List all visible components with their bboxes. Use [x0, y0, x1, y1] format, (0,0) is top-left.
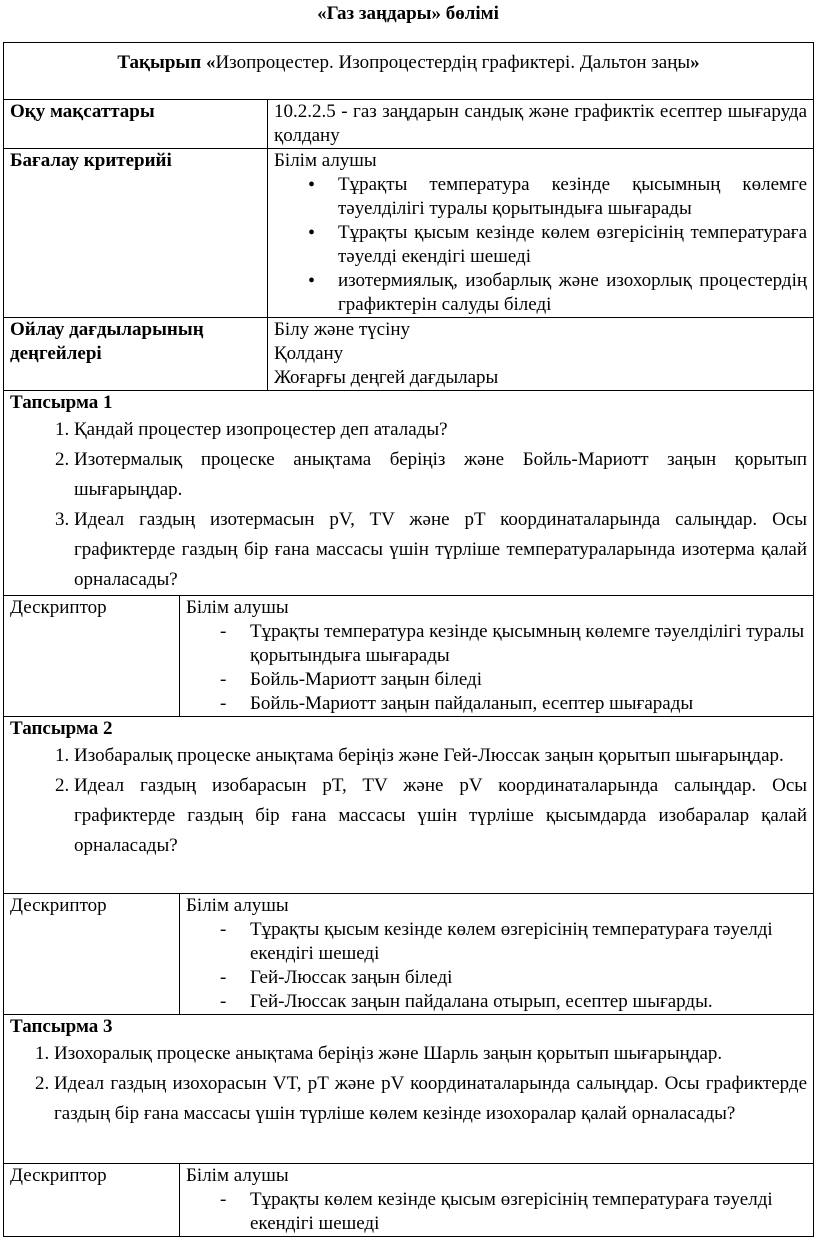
descriptor-item: - Тұрақты қысым кезінде көлем өзгерісінің температураға тәуелді екендігі шешеді — [250, 918, 807, 966]
descriptor-item: - Бойль-Мариотт заңын пайдаланып, есептер шығарады — [250, 692, 807, 716]
descriptor-cell — [180, 894, 814, 1015]
descriptor-item: - Гей-Люссак заңын пайдалана отырып, есептер шығарды. — [250, 990, 807, 1014]
thinking-level: Білу және түсіну — [274, 319, 411, 340]
descriptor-list — [186, 918, 807, 1014]
task-item: 2. Идеал газдың изобарасын pT, TV және pV координаталарында салыңдар. Осы графиктерде газдың бір ғана массасы үшін түрліше қысымдарда изобаралар қалай орналасады? — [74, 771, 807, 861]
criteria-intro: Білім алушы — [274, 150, 377, 171]
descriptor-item: - Гей-Люссак заңын біледі — [250, 966, 807, 990]
task-item: 1. Изобаралық процеске анықтама беріңіз және Гей-Люссак заңын қорытып шығарыңдар. — [74, 741, 807, 771]
descriptor-label: Дескриптор — [4, 596, 180, 717]
descriptor-row — [4, 894, 814, 1015]
descriptor-cell — [180, 596, 814, 717]
descriptor-item: - Тұрақты температура кезінде қысымның көлемге тәуелділігі туралы қорытындыға шығарады — [250, 620, 807, 668]
task-title: Тапсырма 1 — [10, 392, 113, 413]
thinking-level: Қолдану — [274, 343, 344, 364]
descriptor-intro: Білім алушы — [186, 895, 289, 916]
task-item: 2. Изотермалық процеске анықтама беріңіз және Бойль-Мариотт заңын қорытып шығарыңдар. — [74, 445, 807, 505]
thinking-level: Жоғарғы деңгей дағдылары — [274, 367, 499, 388]
thinking-label: Ойлау дағдыларының деңгейлері — [4, 318, 268, 391]
task-item: 1. Изохоралық процеске анықтама беріңіз және Шарль заңын қорытып шығарыңдар. — [54, 1039, 807, 1069]
topic-suffix: » — [690, 52, 700, 73]
descriptor-row — [4, 596, 814, 717]
descriptor-list — [186, 620, 807, 716]
task-cell — [4, 1015, 814, 1164]
thinking-cell — [268, 318, 814, 391]
topic-prefix: Тақырып « — [117, 52, 216, 73]
topic-text: Изопроцестер. Изопроцестердің графиктері. Дальтон заңы — [215, 52, 691, 73]
task-list — [10, 1039, 807, 1129]
task-item: 2. Идеал газдың изохорасын VT, pT және pV координаталарында салыңдар. Осы графиктерде газдың бір ғана массасы үшін түрліше көлем кезінде изохоралар қалай орналасады? — [54, 1069, 807, 1129]
descriptor-cell — [180, 1164, 814, 1237]
task-cell — [4, 717, 814, 894]
lesson-table — [3, 42, 814, 1237]
topic-row — [4, 43, 814, 100]
criteria-item: • изотермиялық, изобарлық және изохорлық процестердің графиктерін салуды біледі — [338, 269, 807, 317]
criteria-list — [274, 173, 807, 317]
task-list — [10, 415, 807, 595]
descriptor-intro: Білім алушы — [186, 1165, 289, 1186]
descriptor-label: Дескриптор — [4, 1164, 180, 1237]
criteria-item: • Тұрақты температура кезінде қысымның көлемге тәуелділігі туралы қорытындыға шығарады — [338, 173, 807, 221]
descriptor-item: - Тұрақты көлем кезінде қысым өзгерісінің температураға тәуелді екендігі шешеді — [250, 1188, 807, 1236]
thinking-row — [4, 318, 814, 391]
task-title: Тапсырма 3 — [10, 1016, 113, 1037]
task-item: 3. Идеал газдың изотермасын pV, TV және pT координаталарында салыңдар. Осы графиктерде газдың бір ғана массасы үшін түрліше температураларында изотерма қалай орналасады? — [74, 505, 807, 595]
task-row — [4, 717, 814, 894]
task-row — [4, 391, 814, 596]
task-list — [10, 741, 807, 861]
task-row — [4, 1015, 814, 1164]
descriptor-intro: Білім алушы — [186, 597, 289, 618]
criteria-label: Бағалау критерийі — [4, 149, 268, 318]
descriptor-label: Дескриптор — [4, 894, 180, 1015]
descriptor-row — [4, 1164, 814, 1237]
descriptor-item: - Бойль-Мариотт заңын біледі — [250, 668, 807, 692]
page-title: «Газ заңдары» бөлімі — [317, 3, 499, 24]
objectives-text: 10.2.2.5 - газ заңдарын сандық және графиктік есептер шығаруда қолдану — [268, 100, 814, 149]
task-title: Тапсырма 2 — [10, 718, 113, 739]
objectives-row — [4, 100, 814, 149]
criteria-row — [4, 149, 814, 318]
topic-cell — [4, 43, 814, 100]
criteria-item: • Тұрақты қысым кезінде көлем өзгерісінің температураға тәуелді екендігі шешеді — [338, 221, 807, 269]
descriptor-list — [186, 1188, 807, 1236]
objectives-label: Оқу мақсаттары — [4, 100, 268, 149]
criteria-cell — [268, 149, 814, 318]
task-item: 1. Қандай процестер изопроцестер деп аталады? — [74, 415, 807, 445]
task-cell — [4, 391, 814, 596]
